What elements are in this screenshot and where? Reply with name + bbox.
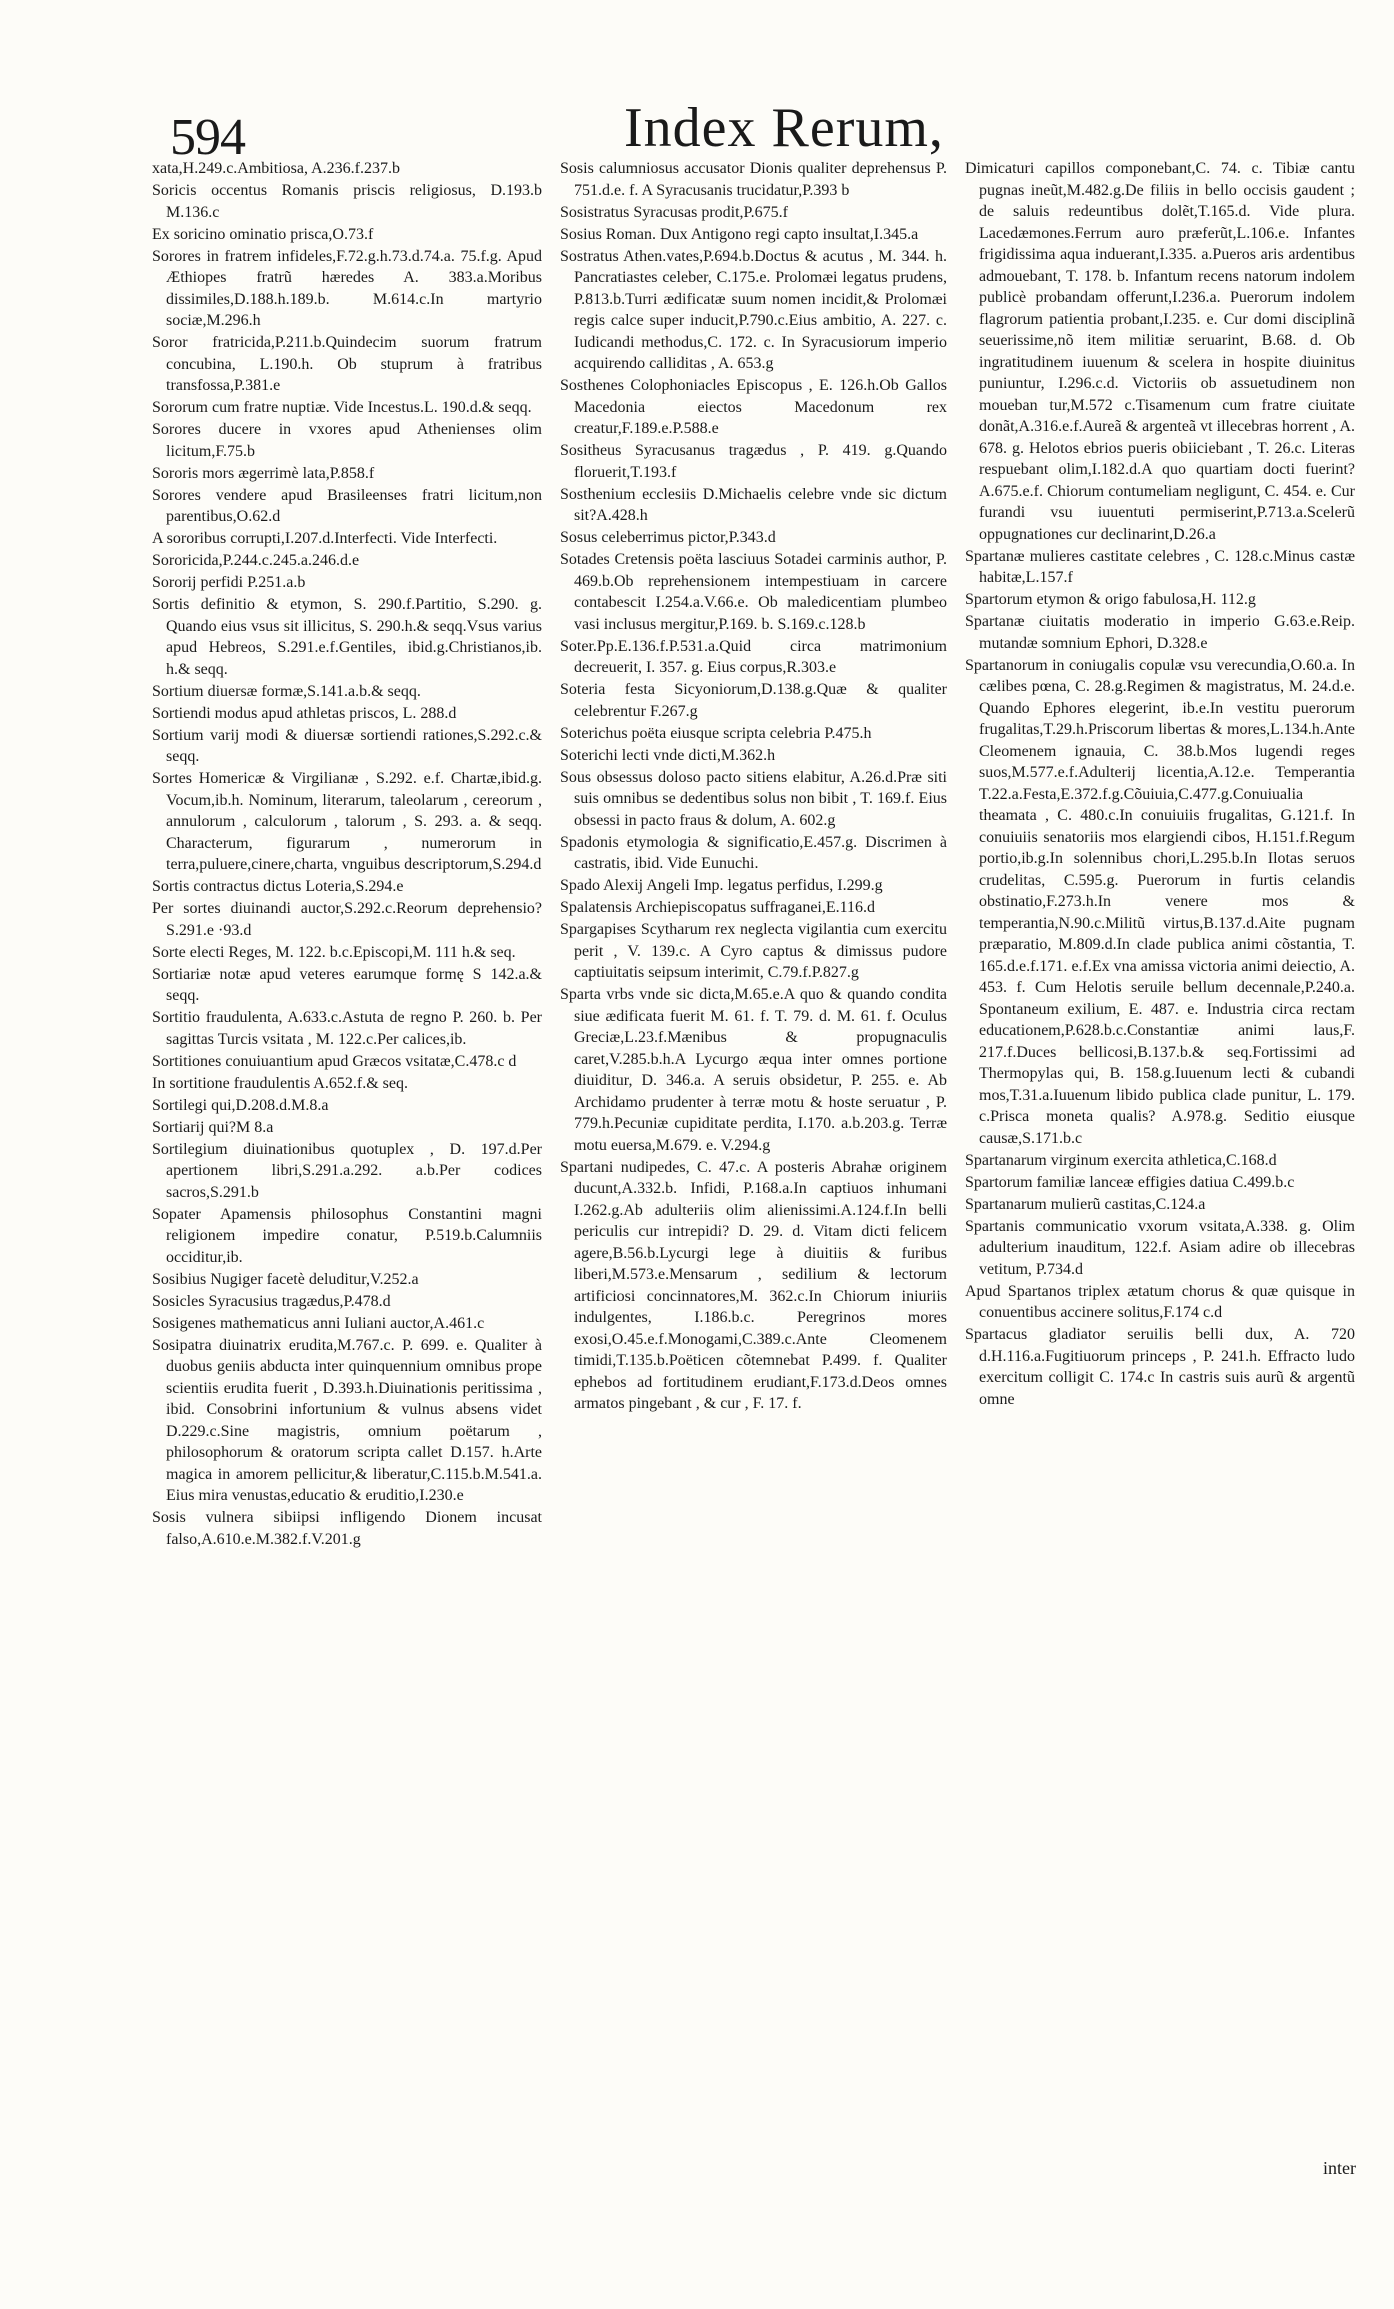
index-entry: Sosus celeberrimus pictor,P.343.d [560, 529, 776, 546]
index-entry: Sous obsessus doloso pacto sitiens elabitur, A.26.d.Præ siti suis omnibus se dedentibus solus non bibit , T. 169.f. Eius obsessi in pacto fraus & dolum, A. 602.g [560, 768, 947, 829]
index-entry: Sororicida,P.244.c.245.a.246.d.e [152, 552, 360, 569]
index-entry: Sortitiones conuiuantium apud Græcos vsitatæ,C.478.c d [152, 1052, 517, 1070]
index-entry: In sortitione fraudulentis A.652.f.& seq. [152, 1074, 408, 1092]
index-entry: Sortilegi qui,D.208.d.M.8.a [152, 1096, 329, 1114]
index-entry: Spartorum etymon & origo fabulosa,H. 112.g [965, 591, 1256, 608]
index-entry: Soricis occentus Romanis priscis religiosus, D.193.b M.136.c [152, 182, 542, 221]
index-entry: Spartanis communicatio vxorum vsitata,A.338. g. Olim adulterium inauditum, 122.f. Asiam adire ob illecebras vetitum, P.734.d [965, 1217, 1355, 1278]
index-entry: Spartacus gladiator seruilis belli dux, A. 720 d.H.116.a.Fugitiuorum princeps , P. 241.h. Effracto ludo exercitum colligit C. 174.c In castris suis aurũ & argentũ omne [965, 1326, 1355, 1408]
index-entry: Spalatensis Archiepiscopatus suffraganei,E.116.d [560, 899, 876, 916]
index-entry: Sorores in fratrem infideles,F.72.g.h.73.d.74.a. 75.f.g. Apud Æthiopes fratrũ hæredes A. 383.a.Moribus dissimiles,D.188.h.189.b. M.614.c.In martyrio sociæ,M.296.h [152, 247, 542, 329]
index-entry: Sosicles Syracusius tragædus,P.478.d [152, 1292, 391, 1310]
index-entry: xata,H.249.c.Ambitiosa, A.236.f.237.b [152, 160, 400, 177]
index-entry: Soterichi lecti vnde dicti,M.362.h [560, 746, 776, 764]
index-entry: Sorores ducere in vxores apud Athenienses olim licitum,F.75.b [152, 421, 542, 460]
index-entry: Soter.Pp.E.136.f.P.531.a.Quid circa matrimonium decreuerit, I. 357. g. Eius corpus,R.303.e [560, 637, 947, 676]
index-entry: Spargapises Scytharum rex neglecta vigilantia cum exercitu perit , V. 139.c. A Cyro captus & dimissus pudore captiuitatis seipsum interimit, C.79.f.P.827.g [560, 921, 947, 981]
index-entry: Sortes Homericæ & Virgilianæ , S.292. e.f. Chartæ,ibid.g. Vocum,ib.h. Nominum, literarum, taleolarum , cereorum , annulorum , calculorum , talorum , S. 293. a. & seqq. Characterum, figurarum , numerorum in terra,puluere,cinere,charta, vnguibus descriptorum,S.294.d [152, 770, 542, 873]
index-entry: Spartanarum mulierũ castitas,C.124.a [965, 1195, 1206, 1213]
index-entry: Sosthenes Colophoniacles Episcopus , E. 126.h.Ob Gallos Macedonia eiectos Macedonum rex creatur,F.189.e.P.588.e [560, 377, 947, 437]
index-entry: Sosibius Nugiger facetè deluditur,V.252.a [152, 1270, 419, 1288]
index-entry: Sopater Apamensis philosophus Constantini magni religionem impedire conatur, P.519.b.Calumniis occiditur,ib. [152, 1205, 542, 1266]
page-number: 594 [170, 109, 245, 166]
index-entry: Sortilegium diuinationibus quotuplex , D. 197.d.Per apertionem libri,S.291.a.292. a.b.Per codices sacros,S.291.b [152, 1140, 542, 1201]
index-entry: Sosis calumniosus accusator Dionis qualiter deprehensus P. 751.d.e. f. A Syracusanis trucidatur,P.393 b [560, 160, 947, 199]
index-entry: Sostratus Athen.vates,P.694.b.Doctus & acutus , M. 344. h. Pancratiastes celeber, C.175.e. Prolomæi legatus prudens, P.813.b.Turri ædificatæ suum nomen incidit,& Prolomæi regis calce super inducit,P.790.c.Eius ambitio, A. 227. c. Iudicandi methodus,C. 172. c. In Syracusiorum imperio acquirendo calliditas , A. 653.g [560, 247, 947, 372]
index-entry: Spartanorum in coniugalis copulæ vsu verecundia,O.60.a. In cælibes pœna, C. 28.g.Regimen & magistratus, M. 24.d.e. Quando Ephores elegerint, ib.e.In vestitu puerorum frugalitas,T.29.h.Priscorum libertas & mores,L.134.h.Ante Cleomenem ignauia, C. 38.b.Mos lugendi reges suos,M.577.e.f.Adulterij licentia,A.12.e. Temperantia T.22.a.Festa,E.372.f.g.Cõuiuia,C.477.g.Conuiualia theamata , C. 480.c.In conuiuiis frugalitas, G.121.f. In conuiuiis senatoriis mos elargiendi cibos, H.151.f.Regum portio,ib.g.In solennibus chori,L.295.b.In Ilotas seruos crudelitas, C.595.g. Puerorum in furtis celandis obstinatio,F.273.h.In venere mos & temperantia,N.90.c.Militũ virtus,B.137.d.Aite pugnam præparatio, M.809.d.In clade publica animi cõstantia, T. 165.d.e.f.171. e.f.Ex vna amissa victoria animi deiectio, A. 453. f. Cum Helotis seruile bellum decennale,P.240.a. Spontaneum exilium, E. 487. e. Industria circa rectam educationem,P.628.b.c.Constantiæ animi laus,F. 217.f.Duces bellicosi,B.137.b.& seq.Fortissimi ad Thermopylas qui, B. 158.g.Iuuenum lecti & cubandi mos,T.31.a.Iuuenum libido publica clade punitur, L. 179. c.Prisca moneta qualis? A.978.g. Seditio eiusque causæ,S.171.b.c [965, 656, 1355, 1147]
index-entry: Sororum cum fratre nuptiæ. Vide Incestus.L. 190.d.& seqq. [152, 399, 532, 416]
index-entry: Sortiarij qui?M 8.a [152, 1118, 274, 1136]
running-head: Index Rerum, [624, 97, 944, 159]
index-entry: Soteria festa Sicyoniorum,D.138.g.Quæ & qualiter celebrentur F.267.g [560, 681, 947, 720]
index-entry: Sosigenes mathematicus anni Iuliani auctor,A.461.c [152, 1314, 485, 1332]
index-entry: Spartorum familiæ lanceæ effigies datiua C.499.b.c [965, 1173, 1295, 1191]
index-entry: Spartani nudipedes, C. 47.c. A posteris Abrahæ originem ducunt,A.332.b. Infidi, P.168.a.In captiuos inhumani I.262.g.Ab adulteriis olim alienissimi.A.124.f.In belli periculis cur intrepidi? D. 29. d. Vitam dicti felicem agere,B.56.b.Lycurgi lege à diuitiis & furibus liberi,M.573.e.Mensarum , sedilium & lectorum artificiosi concinnatores,M. 362.c.In Chiorum iniuriis indulgentes, I.186.b.c. Peregrinos mores exosi,O.45.e.f.Monogami,C.389.c.Ante Cleomenem timidi,T.135.b.Poëticen cõtemnebat P.499. f. Qualiter ephebos ad fortitudinem erudiant,F.173.d.Deos omnes armatos pingebant , & cur , F. 17. f. [560, 1158, 947, 1412]
index-entry: Per sortes diuinandi auctor,S.292.c.Reorum deprehensio?S.291.e ·93.d [152, 900, 542, 939]
index-entry: Sororij perfidi P.251.a.b [152, 574, 306, 591]
index-entry: Sositheus Syracusanus tragædus , P. 419. g.Quando floruerit,T.193.f [560, 442, 947, 481]
index-entry: Spartanarum virginum exercita athletica,C.168.d [965, 1151, 1277, 1169]
index-entry: Sortiendi modus apud athletas priscos, L. 288.d [152, 704, 457, 722]
index-column-right [965, 158, 1355, 1411]
index-entry: Soror fratricida,P.211.b.Quindecim suorum fratrum concubina, L.190.h. Ob stuprum à fratribus transfossa,P.381.e [152, 334, 542, 394]
index-entry: Soterichus poëta eiusque scripta celebria P.475.h [560, 724, 872, 742]
index-entry: Sotades Cretensis poëta lasciuus Sotadei carminis author, P. 469.b.Ob reprehensionem intempestiuam in carcere contabescit I.254.a.V.66.e. Ob maledicentiam plumbeo vasi inclusus mergitur,P.169. b. S.169.c.128.b [560, 551, 947, 633]
index-column-middle [560, 158, 947, 1415]
catchword: inter [1323, 2158, 1356, 2178]
index-entry: Sorores vendere apud Brasileenses fratri licitum,non parentibus,O.62.d [152, 486, 542, 525]
index-entry: A sororibus corrupti,I.207.d.Interfecti. Vide Interfecti. [152, 530, 498, 547]
index-entry: Spado Alexij Angeli Imp. legatus perfidus, I.299.g [560, 877, 883, 894]
index-entry: Sororis mors ægerrimè lata,P.858.f [152, 464, 375, 482]
index-entry: Sortis definitio & etymon, S. 290.f.Partitio, S.290. g. Quando eius vsus sit illicitus, S. 290.h.& seqq.Vsus varius apud Hebreos, S.291.e.f.Gentiles, ibid.g.Christianos,ib. h.& seqq. [152, 596, 542, 678]
index-entry: Sortium diuersæ formæ,S.141.a.b.& seqq. [152, 682, 421, 700]
index-entry: Apud Spartanos triplex ætatum chorus & quæ quisque in conuentibus accinere solitus,F.174 c.d [965, 1282, 1355, 1321]
index-column-left [152, 158, 542, 1551]
index-entry: Sortiariæ notæ apud veteres earumque formę S 142.a.& seqq. [152, 965, 542, 1004]
index-entry: Dimicaturi capillos componebant,C. 74. c. Tibiæ cantu pugnas ineũt,M.482.g.De filiis in bello occisis gaudent ; de saluis redeuntibus dolẽt,T.165.d. Vide plura. Lacedæmones.Ferrum auro præferũt,L.106.e. Infantes frigidissima aqua induerant,I.335. a.Pueros aris ardentibus admouebant, T. 178. b. Infantum recens natorum indolem publicè probandam offerunt,I.236.a. Puerorum indolem flagrorum patientia probant,I.235. e. Cur domi disciplinã seuerissime,nõ item militiæ seruarint, B.68. d. Ob ingratitudinem iuuenum & scelera in hospite diuinitus puniuntur, I.296.c.d. Victoriis ob assuetudinem non moueban tur,M.572 c.Tisamenum cum fratre ciuitate donãt,A.316.e.f.Aureã & argenteã vt illecebras horrent , A. 678. g. Helotos ebrios pueris obiiciebant , T. 26.c. Literas respuebant olim,I.182.d.A quo quartiam docti fuerint?A.675.e.f. Chiorum contumeliam negligunt, C. 454. e. Cur furandi vsu iuuentuti permiserint,P.713.a.Scelerũ oppugnationes cur declinarint,D.26.a [965, 160, 1355, 543]
index-entry: Sortitio fraudulenta, A.633.c.Astuta de regno P. 260. b. Per sagittas Turcis vsitata , M. 122.c.Per calices,ib. [152, 1009, 542, 1048]
index-entry: Spartanæ mulieres castitate celebres , C. 128.c.Minus castæ habitæ,L.157.f [965, 547, 1355, 586]
index-entry: Sosthenium ecclesiis D.Michaelis celebre vnde sic dictum sit?A.428.h [560, 485, 947, 524]
index-entry: Sorte electi Reges, M. 122. b.c.Episcopi,M. 111 h.& seq. [152, 943, 516, 961]
index-entry: Ex soricino ominatio prisca,O.73.f [152, 225, 374, 243]
index-entry: Sparta vrbs vnde sic dicta,M.65.e.A quo & quando condita siue ædificata fuerit M. 61. f. T. 79. d. M. 61. f. Oculus Greciæ,L.23.f.Mænibus & propugnaculis caret,V.285.b.h.A Lycurgo æqua inter omnes portione diuiditur, D. 346.a. A seruis obsidetur, P. 255. e. Ab Archidamo prudenter à terræ motu & hoste seruatur , P. 779.h.Pecuniæ cupiditate perdita, I.170. a.b.203.g. Terræ motu euersa,M.679. e. V.294.g [560, 986, 947, 1154]
index-entry: Sosis vulnera sibiipsi infligendo Dionem incusat falso,A.610.e.M.382.f.V.201.g [152, 1509, 542, 1548]
index-entry: Sortis contractus dictus Loteria,S.294.e [152, 878, 404, 895]
index-entry: Spartanæ ciuitatis moderatio in imperio G.63.e.Reip. mutandæ somnium Ephori, D.328.e [965, 613, 1355, 652]
index-entry: Sosius Roman. Dux Antigono regi capto insultat,I.345.a [560, 225, 919, 243]
index-entry: Sosipatra diuinatrix erudita,M.767.c. P. 699. e. Qualiter à duobus geniis abducta inter quinquennium omnibus prope scientiis erudita fuerit , D.393.h.Diuinationis peritissima , ibid. Consobrini infortunium & vulnus absens videt D.229.c.Sine magistris, omnium poëtarum , philosophorum & oratorum scripta callet D.157. h.Arte magica in amorem pellicitur,& liberatur,C.115.b.M.541.a. Eius mira venustas,educatio & eruditio,I.230.e [152, 1336, 542, 1504]
index-entry: Sortium varij modi & diuersæ sortiendi rationes,S.292.c.& seqq. [152, 726, 542, 765]
index-entry: Sosistratus Syracusas prodit,P.675.f [560, 203, 788, 221]
index-entry: Spadonis etymologia & significatio,E.457.g. Discrimen à castratis, ibid. Vide Eunuchi. [560, 833, 947, 872]
